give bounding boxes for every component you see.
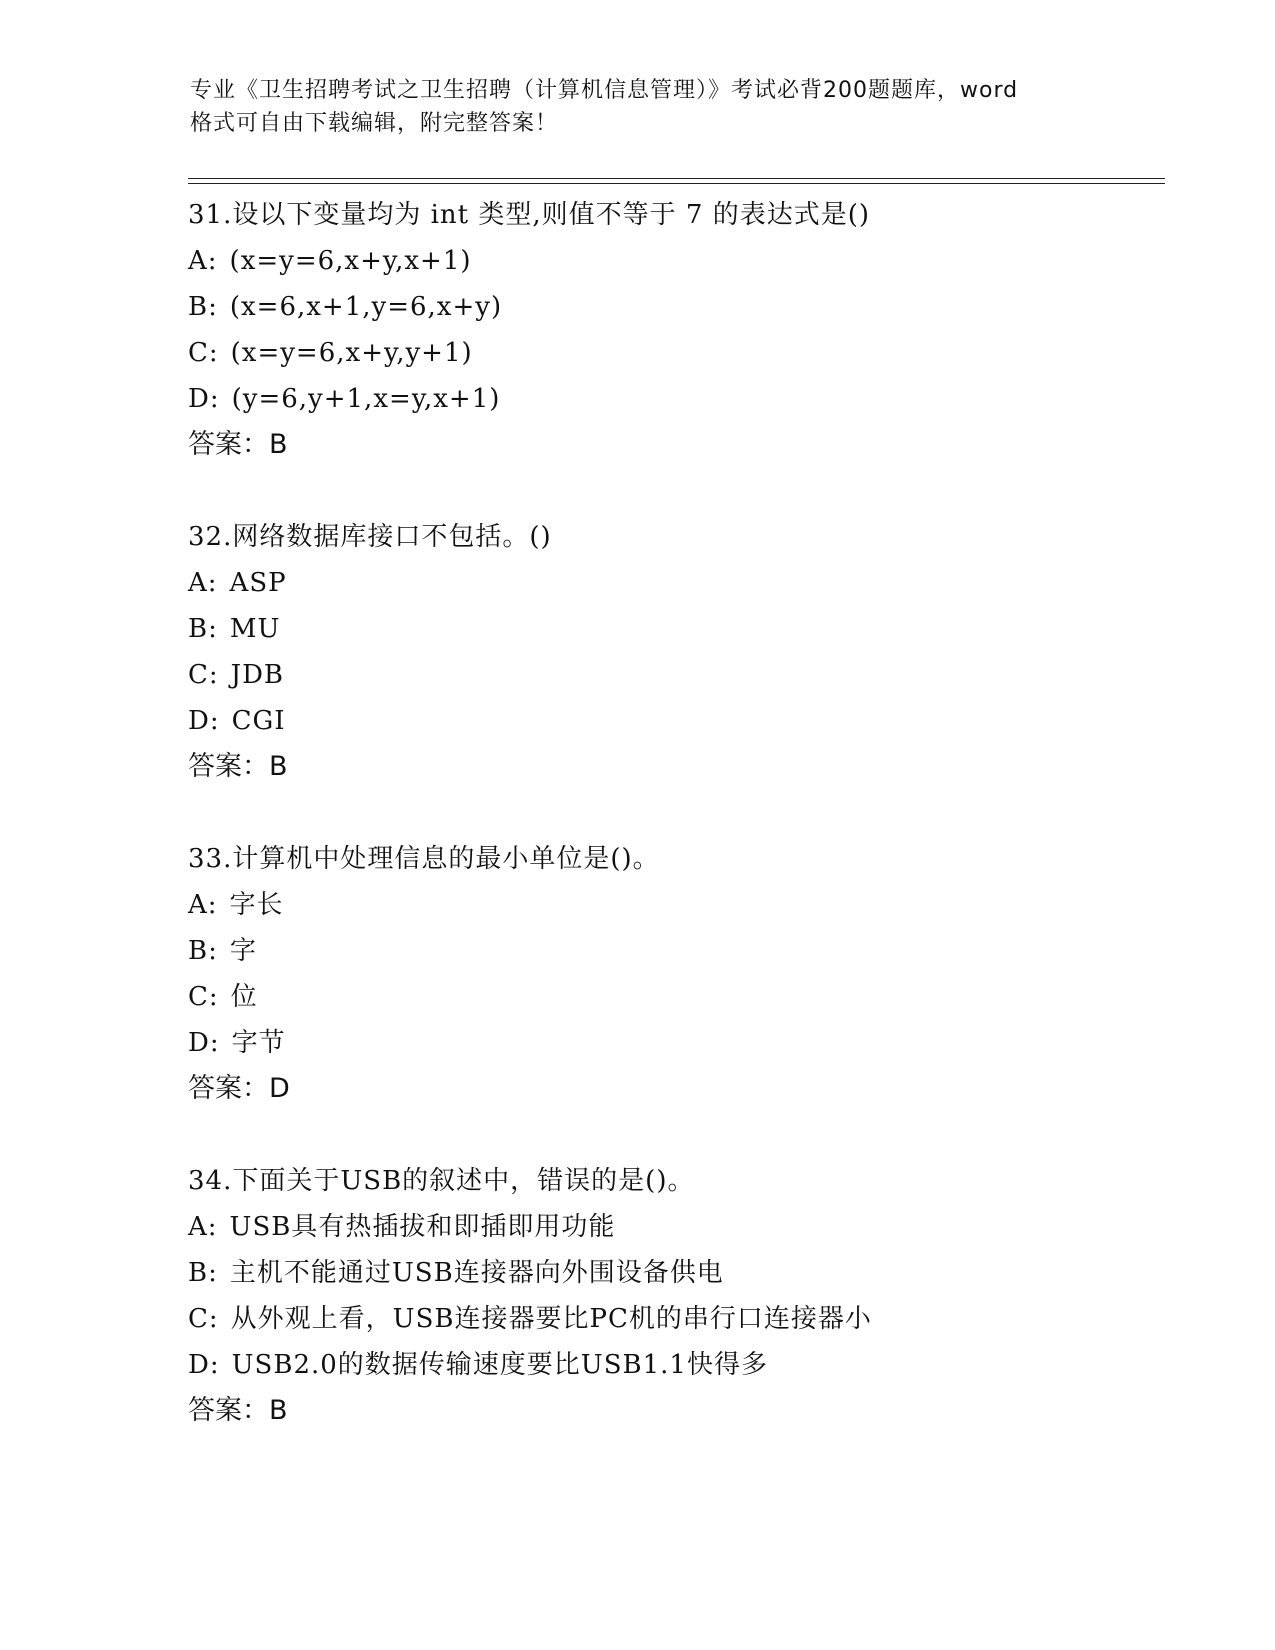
header-divider-bottom	[188, 183, 1165, 184]
document-header	[190, 74, 1120, 140]
option-text: ASP	[229, 568, 287, 598]
question-32	[188, 514, 1165, 790]
option-label: D:	[188, 1350, 220, 1380]
option-label: A:	[188, 568, 218, 598]
question-stem: 34.下面关于USB的叙述中，错误的是()。	[188, 1166, 695, 1196]
question-stem: 32.网络数据库接口不包括。()	[188, 522, 552, 552]
option-b	[188, 1250, 1165, 1296]
option-text: 从外观上看，USB连接器要比PC机的串行口连接器小	[230, 1304, 872, 1334]
option-label: A:	[188, 1212, 218, 1242]
question-34	[188, 1158, 1165, 1434]
option-a	[188, 560, 1165, 606]
option-label: B:	[188, 614, 218, 644]
question-33	[188, 836, 1165, 1112]
option-label: C:	[188, 660, 219, 690]
option-text: (x=6,x+1,y=6,x+y)	[229, 292, 503, 322]
option-label: B:	[188, 1258, 218, 1288]
option-label: B:	[188, 936, 218, 966]
option-c	[188, 652, 1165, 698]
option-label: D:	[188, 384, 220, 414]
option-text: (y=6,y+1,x=y,x+1)	[231, 384, 501, 414]
option-c	[188, 330, 1165, 376]
question-stem: 33.计算机中处理信息的最小单位是()。	[188, 844, 660, 874]
option-text: (x=y=6,x+y,y+1)	[230, 338, 473, 368]
option-d	[188, 698, 1165, 744]
option-a	[188, 238, 1165, 284]
option-label: C:	[188, 982, 219, 1012]
option-c	[188, 1296, 1165, 1342]
option-text: JDB	[230, 660, 285, 690]
option-text: 主机不能通过USB连接器向外围设备供电	[229, 1258, 724, 1288]
answer: 答案：B	[188, 1395, 288, 1426]
option-label: D:	[188, 1028, 220, 1058]
option-label: B:	[188, 292, 218, 322]
option-label: A:	[188, 890, 218, 920]
option-text: MU	[229, 614, 281, 644]
option-text: USB具有热插拔和即插即用功能	[229, 1212, 616, 1242]
answer: 答案：D	[188, 1073, 290, 1104]
option-text: 字	[229, 936, 257, 966]
option-a	[188, 882, 1165, 928]
option-d	[188, 1020, 1165, 1066]
option-d	[188, 1342, 1165, 1388]
answer: 答案：B	[188, 429, 288, 460]
option-label: C:	[188, 1304, 219, 1334]
question-list	[188, 192, 1165, 1480]
option-b	[188, 928, 1165, 974]
question-stem: 31.设以下变量均为 int 类型,则值不等于 7 的表达式是()	[188, 200, 871, 230]
option-c	[188, 974, 1165, 1020]
option-label: C:	[188, 338, 219, 368]
option-text: 字节	[231, 1028, 286, 1058]
option-b	[188, 284, 1165, 330]
option-text: 字长	[229, 890, 284, 920]
header-divider-top	[188, 178, 1165, 179]
header-line-1: 专业《卫生招聘考试之卫生招聘（计算机信息管理）》考试必背200题题库，word	[190, 78, 1019, 103]
option-d	[188, 376, 1165, 422]
answer: 答案：B	[188, 751, 288, 782]
option-label: A:	[188, 246, 218, 276]
option-b	[188, 606, 1165, 652]
option-text: (x=y=6,x+y,x+1)	[229, 246, 472, 276]
option-text: CGI	[231, 706, 286, 736]
option-label: D:	[188, 706, 220, 736]
option-text: USB2.0的数据传输速度要比USB1.1快得多	[231, 1350, 768, 1380]
header-line-2: 格式可自由下载编辑，附完整答案！	[190, 111, 559, 136]
question-31	[188, 192, 1165, 468]
option-text: 位	[230, 982, 258, 1012]
option-a	[188, 1204, 1165, 1250]
